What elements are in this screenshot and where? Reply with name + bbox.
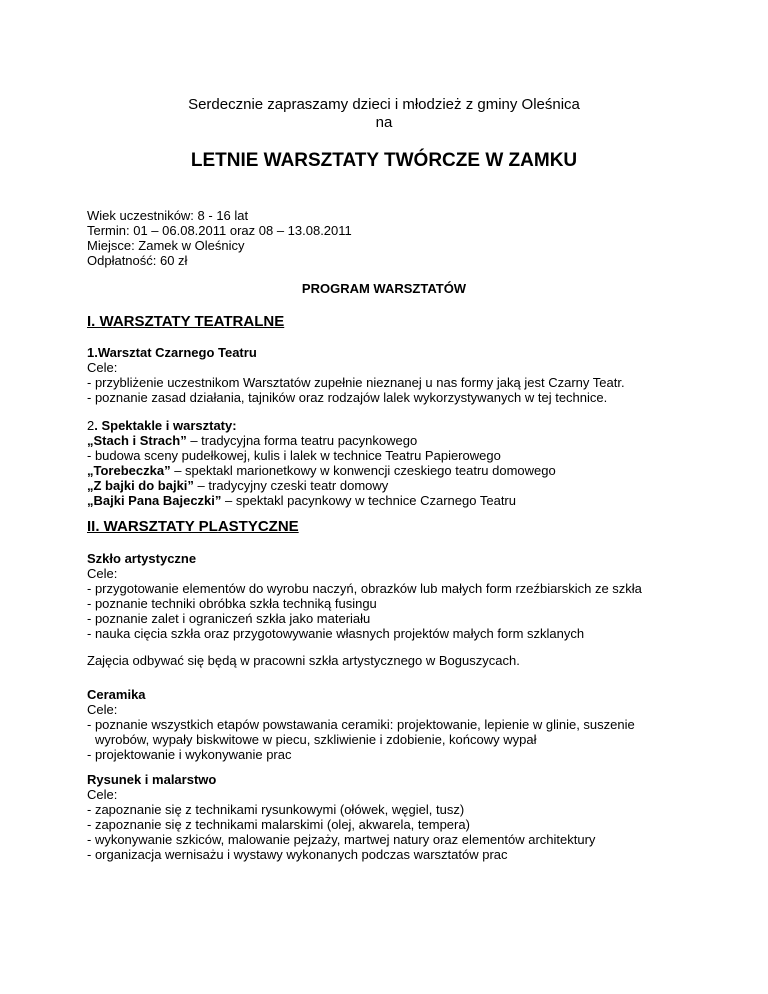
performances-number: 2 [87, 418, 95, 433]
invitation-line-2: na [375, 114, 393, 131]
ceramics-goal: - poznanie wszystkich etapów powstawania ceramiki: projektowanie, lepienie w glinie, suszenie [87, 717, 635, 732]
performances-title [87, 418, 707, 433]
ceramics-block [87, 687, 707, 762]
performance-desc: – spektakl marionetkowy w konwencji czeskiego teatru domowego [170, 463, 556, 478]
glass-note: Zajęcia odbywać się będą w pracowni szkła artystycznego w Boguszycach. [87, 653, 520, 668]
performance-item [87, 478, 707, 493]
glass-goal: - nauka cięcia szkła oraz przygotowywanie własnych projektów małych form szklanych [87, 626, 585, 641]
section-2-heading: II. WARSZTATY PLASTYCZNE [87, 518, 299, 535]
performances-label: . Spektakle i warsztaty: [94, 418, 237, 433]
drawing-cele: Cele: [87, 787, 118, 802]
performance-desc: – spektakl pacynkowy w technice Czarnego Teatru [221, 493, 516, 508]
glass-cele: Cele: [87, 566, 118, 581]
program-heading: PROGRAM WARSZTATÓW [301, 281, 467, 296]
glass-title: Szkło artystyczne [87, 551, 197, 566]
theatre-workshop-goal: - przybliżenie uczestnikom Warsztatów zupełnie nieznanej u nas formy jaką jest Czarny Teatr. [87, 375, 625, 390]
performance-item [87, 493, 707, 508]
performance-name: „Bajki Pana Bajeczki” [87, 493, 222, 508]
theatre-workshop-title: 1.Warsztat Czarnego Teatru [87, 345, 257, 360]
info-place: Miejsce: Zamek w Oleśnicy [87, 238, 245, 253]
drawing-block [87, 772, 707, 862]
glass-goal: - przygotowanie elementów do wyrobu naczyń, obrazków lub małych form rzeźbiarskich ze szkła [87, 581, 642, 596]
performance-item [87, 463, 707, 478]
theatre-workshop-cele: Cele: [87, 360, 118, 375]
drawing-goal: - wykonywanie szkiców, malowanie pejzaży, martwej natury oraz elementów architektury [87, 832, 596, 847]
ceramics-goal-continued: wyrobów, wypały biskwitowe w piecu, szkliwienie i zdobienie, końcowy wypał [95, 732, 537, 747]
info-block [87, 208, 707, 268]
theatre-workshop-goal: - poznanie zasad działania, tajników oraz rodzajów lalek wykorzystywanych w tej technice. [87, 390, 608, 405]
performance-item: - budowa sceny pudełkowej, kulis i lalek w technice Teatru Papierowego [87, 448, 501, 463]
performance-desc: – tradycyjny czeski teatr domowy [193, 478, 389, 493]
performance-item [87, 433, 707, 448]
info-dates: Termin: 01 – 06.08.2011 oraz 08 – 13.08.2011 [87, 223, 352, 238]
ceramics-cele: Cele: [87, 702, 118, 717]
drawing-goal: - zapoznanie się z technikami rysunkowymi (ołówek, węgiel, tusz) [87, 802, 465, 817]
invitation-line-1: Serdecznie zapraszamy dzieci i młodzież z gminy Oleśnica [188, 96, 580, 113]
theatre-workshop-block [87, 345, 707, 405]
performance-name: „Stach i Strach” [87, 433, 187, 448]
drawing-goal: - zapoznanie się z technikami malarskimi (olej, akwarela, tempera) [87, 817, 470, 832]
performance-name: „Torebeczka” [87, 463, 171, 478]
section-1-heading: I. WARSZTATY TEATRALNE [87, 313, 285, 330]
drawing-title: Rysunek i malarstwo [87, 772, 217, 787]
page-title: LETNIE WARSZTATY TWÓRCZE W ZAMKU [190, 150, 578, 171]
glass-goal: - poznanie zalet i ograniczeń szkła jako materiału [87, 611, 371, 626]
drawing-goal: - organizacja wernisażu i wystawy wykonanych podczas warsztatów prac [87, 847, 508, 862]
glass-goal: - poznanie techniki obróbka szkła techniką fusingu [87, 596, 377, 611]
ceramics-goal: - projektowanie i wykonywanie prac [87, 747, 292, 762]
ceramics-title: Ceramika [87, 687, 146, 702]
invitation-text [0, 96, 768, 132]
performances-block [87, 418, 707, 508]
info-age: Wiek uczestników: 8 - 16 lat [87, 208, 249, 223]
info-fee: Odpłatność: 60 zł [87, 253, 188, 268]
glass-block [87, 551, 707, 641]
performance-name: „Z bajki do bajki” [87, 478, 194, 493]
performance-desc: – tradycyjna forma teatru pacynkowego [186, 433, 418, 448]
